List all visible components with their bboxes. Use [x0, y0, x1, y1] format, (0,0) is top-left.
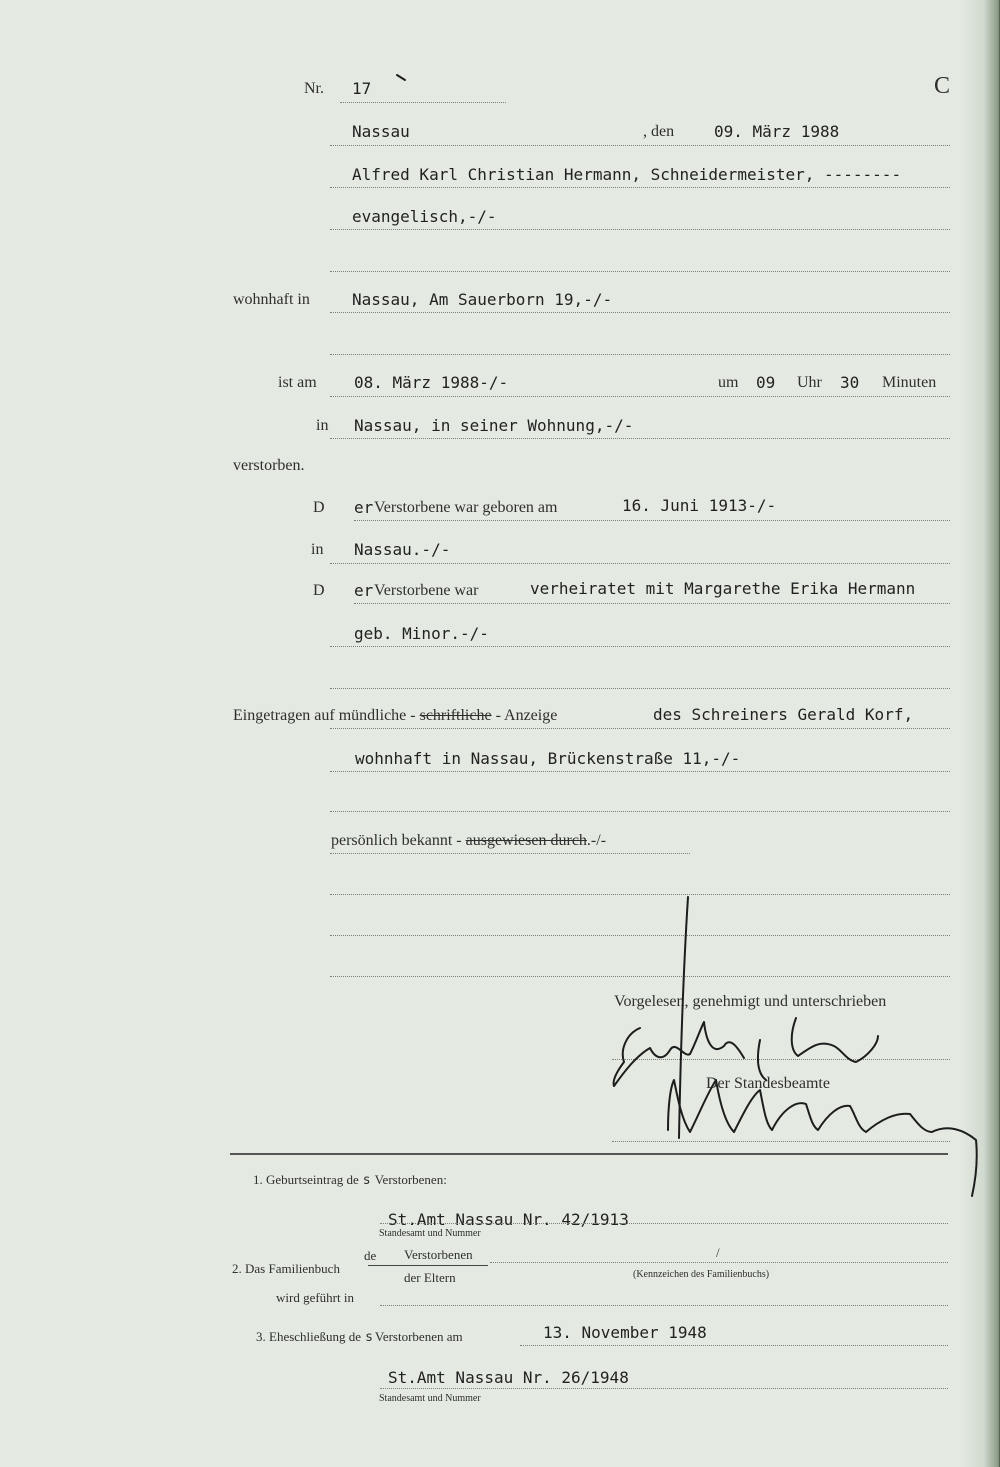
uhr-label: Uhr — [797, 374, 822, 391]
residence-label: wohnhaft in — [233, 291, 310, 308]
rule — [330, 312, 950, 313]
marital-gender-suffix: er — [354, 581, 374, 600]
rule — [330, 187, 950, 188]
rule — [330, 935, 950, 936]
registry-date: 09. März 1988 — [714, 122, 840, 141]
rule — [380, 1305, 948, 1306]
note2-caption: (Kennzeichen des Familienbuchs) — [633, 1269, 770, 1280]
verstorben-label: verstorben. — [233, 457, 305, 474]
marital-d-label: D — [313, 582, 325, 599]
death-place: Nassau, in seiner Wohnung,-/- — [354, 416, 634, 435]
nr-rule — [340, 102, 506, 103]
birth-text: Verstorbene war geboren am — [374, 499, 558, 516]
rule — [330, 894, 950, 895]
deceased-religion: evangelisch,-/- — [352, 207, 497, 226]
rule — [330, 354, 950, 355]
death-date: 08. März 1988-/- — [354, 373, 509, 392]
fraction-rule — [368, 1265, 488, 1266]
identification-struck-option: ausgewiesen durch — [465, 832, 587, 849]
birth-date: 16. Juni 1913-/- — [622, 496, 777, 515]
note3-prefix: 3. Eheschließung de — [256, 1329, 362, 1344]
rule — [380, 1388, 948, 1389]
rule — [330, 229, 950, 230]
minuten-label: Minuten — [882, 374, 937, 391]
residence-value: Nassau, Am Sauerborn 19,-/- — [352, 290, 613, 309]
den-label: , den — [643, 123, 675, 140]
rule — [612, 1059, 950, 1060]
note3-label — [256, 1330, 463, 1344]
entry-number: 17 — [352, 79, 372, 98]
registration-prefix: Eingetragen auf mündliche - — [233, 707, 416, 724]
rule — [354, 603, 950, 604]
birth-place-label: in — [311, 541, 324, 558]
note2-slash: / — [716, 1245, 720, 1260]
death-minute: 30 — [840, 373, 860, 392]
page-edge-shadow — [960, 0, 1000, 1467]
note1-caption: Standesamt und Nummer — [379, 1228, 481, 1239]
deceased-name: Alfred Karl Christian Hermann, Schneidermeister, -------- — [352, 165, 902, 184]
um-label: um — [718, 374, 739, 391]
read-approved-text: Vorgelesen, genehmigt und unterschrieben — [614, 993, 887, 1010]
registrar-label: Der Standesbeamte — [706, 1075, 830, 1092]
rule — [520, 1345, 948, 1346]
registrar-vertical-stroke — [679, 897, 688, 1138]
death-hour: 09 — [756, 373, 776, 392]
note3-suffix: Verstorbenen am — [374, 1329, 463, 1344]
rule — [330, 688, 950, 689]
rule — [330, 853, 690, 854]
spouse-birth-name: geb. Minor.-/- — [354, 624, 489, 643]
rule — [490, 1262, 948, 1263]
note2-led-label: wird geführt in — [276, 1290, 354, 1305]
identification-suffix: .-/- — [586, 832, 607, 849]
rule — [330, 145, 950, 146]
rule — [330, 271, 950, 272]
note1-value: St.Amt Nassau Nr. 42/1913 — [388, 1210, 629, 1229]
birth-gender-suffix: er — [354, 498, 374, 517]
note3-caption: Standesamt und Nummer — [379, 1393, 481, 1404]
note2-option-parents: der Eltern — [404, 1270, 456, 1285]
informant-residence: wohnhaft in Nassau, Brückenstraße 11,-/- — [355, 749, 741, 768]
rule — [612, 1141, 950, 1142]
note2-label: 2. Das Familienbuch — [232, 1261, 340, 1276]
rule — [330, 563, 950, 564]
marital-status: verheiratet mit Margarethe Erika Hermann — [530, 579, 916, 598]
section-separator — [230, 1153, 948, 1155]
rule — [330, 438, 950, 439]
nr-tick-mark — [397, 75, 405, 80]
register-letter: C — [934, 73, 951, 99]
note1-label — [253, 1173, 447, 1187]
rule — [354, 520, 950, 521]
note3-value: St.Amt Nassau Nr. 26/1948 — [388, 1368, 629, 1387]
rule — [330, 771, 950, 772]
identification-text — [331, 833, 606, 849]
death-date-label: ist am — [278, 374, 317, 391]
informant: des Schreiners Gerald Korf, — [653, 705, 914, 724]
note1-prefix: 1. Geburtseintrag de — [253, 1172, 359, 1187]
note3-s: s — [365, 1330, 373, 1345]
rule — [330, 396, 950, 397]
note2-option-deceased: Verstorbenen — [404, 1247, 473, 1262]
death-place-label: in — [316, 417, 329, 434]
registration-label — [233, 708, 557, 724]
registration-struck-option: schriftliche — [419, 707, 492, 724]
rule — [330, 811, 950, 812]
birth-d-label: D — [313, 499, 325, 516]
note2-de: de — [364, 1248, 377, 1263]
birth-place: Nassau.-/- — [354, 540, 451, 559]
rule — [330, 646, 950, 647]
nr-label: Nr. — [304, 80, 324, 97]
rule — [380, 1223, 948, 1224]
identification-prefix: persönlich bekannt - — [331, 832, 462, 849]
registration-suffix: - Anzeige — [495, 707, 558, 724]
note1-suffix: Verstorbenen: — [374, 1172, 447, 1187]
marriage-date: 13. November 1948 — [543, 1323, 707, 1342]
registrar-signature — [668, 1080, 977, 1196]
rule — [330, 728, 950, 729]
rule — [330, 976, 950, 977]
note1-s: s — [362, 1173, 371, 1188]
marital-text: Verstorbene war — [374, 582, 479, 599]
registry-place: Nassau — [352, 122, 410, 141]
